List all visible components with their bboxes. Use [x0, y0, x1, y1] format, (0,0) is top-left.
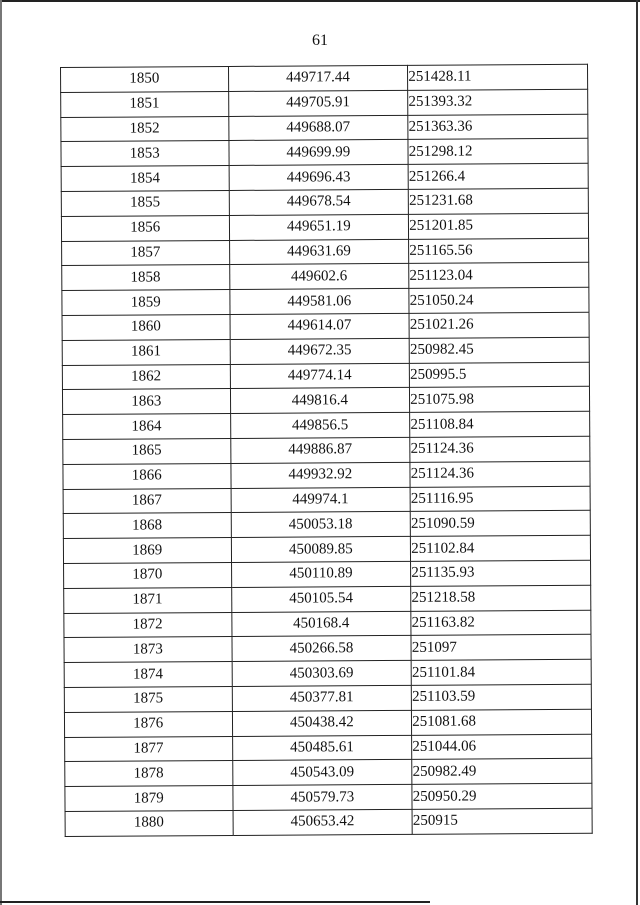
point-number-cell: 1876 — [64, 711, 232, 737]
x-coordinate-cell: 449974.1 — [231, 487, 411, 513]
table-row — [62, 263, 589, 291]
y-coordinate-cell: 251021.26 — [409, 312, 589, 338]
x-coordinate-cell: 450543.09 — [232, 760, 412, 786]
table-row — [63, 535, 590, 563]
point-number-cell: 1862 — [62, 364, 230, 390]
table-row — [61, 188, 588, 216]
table-row — [61, 89, 588, 117]
table-row — [64, 560, 591, 588]
point-number-cell: 1869 — [63, 538, 231, 564]
point-number-cell: 1857 — [62, 240, 230, 266]
y-coordinate-cell: 251428.11 — [408, 64, 588, 90]
x-coordinate-cell: 450377.81 — [232, 685, 412, 711]
point-number-cell: 1868 — [63, 513, 231, 539]
y-coordinate-cell: 251266.4 — [408, 163, 588, 189]
x-coordinate-cell: 450110.89 — [231, 561, 411, 587]
page-right-edge — [636, 0, 638, 905]
table-row — [63, 486, 590, 514]
x-coordinate-cell: 449631.69 — [229, 239, 409, 265]
y-coordinate-cell: 250982.49 — [412, 759, 592, 785]
table-row — [62, 337, 589, 365]
y-coordinate-cell: 251363.36 — [408, 114, 588, 140]
point-number-cell: 1880 — [65, 810, 233, 836]
point-number-cell: 1863 — [62, 389, 230, 415]
x-coordinate-cell: 449932.92 — [230, 462, 410, 488]
y-coordinate-cell: 251298.12 — [408, 139, 588, 165]
x-coordinate-cell: 449705.91 — [228, 90, 408, 116]
y-coordinate-cell: 251090.59 — [410, 511, 590, 537]
point-number-cell: 1856 — [61, 215, 229, 241]
point-number-cell: 1850 — [61, 66, 229, 92]
table-row — [65, 783, 592, 811]
table-row — [63, 511, 590, 539]
point-number-cell: 1872 — [64, 612, 232, 638]
table-row — [64, 684, 591, 712]
x-coordinate-cell: 450579.73 — [232, 784, 412, 810]
y-coordinate-cell: 251123.04 — [409, 263, 589, 289]
point-number-cell: 1855 — [61, 190, 229, 216]
table-row — [65, 759, 592, 787]
x-coordinate-cell: 449816.4 — [230, 388, 410, 414]
x-coordinate-cell: 449581.06 — [229, 289, 409, 315]
point-number-cell: 1877 — [65, 736, 233, 762]
x-coordinate-cell: 450653.42 — [233, 809, 413, 835]
point-number-cell: 1851 — [61, 91, 229, 117]
coordinates-table — [60, 64, 593, 837]
table-row — [64, 709, 591, 737]
point-number-cell: 1865 — [63, 438, 231, 464]
page-top-edge — [0, 0, 640, 2]
table-row — [64, 659, 591, 687]
y-coordinate-cell: 251124.36 — [410, 461, 590, 487]
table-row — [61, 64, 588, 92]
table-row — [64, 585, 591, 613]
y-coordinate-cell: 250995.5 — [410, 362, 590, 388]
y-coordinate-cell: 251050.24 — [409, 287, 589, 313]
table-row — [62, 362, 589, 390]
point-number-cell: 1867 — [63, 488, 231, 514]
page-bottom-edge — [0, 901, 430, 903]
table-row — [64, 610, 591, 638]
point-number-cell: 1879 — [65, 786, 233, 812]
y-coordinate-cell: 251108.84 — [410, 411, 590, 437]
y-coordinate-cell: 251163.82 — [411, 610, 591, 636]
x-coordinate-cell: 449774.14 — [230, 363, 410, 389]
point-number-cell: 1870 — [64, 562, 232, 588]
point-number-cell: 1873 — [64, 637, 232, 663]
y-coordinate-cell: 251393.32 — [408, 89, 588, 115]
x-coordinate-cell: 450438.42 — [232, 710, 412, 736]
point-number-cell: 1853 — [61, 141, 229, 167]
x-coordinate-cell: 450485.61 — [232, 735, 412, 761]
x-coordinate-cell: 450089.85 — [231, 537, 411, 563]
y-coordinate-cell: 251081.68 — [412, 709, 592, 735]
x-coordinate-cell: 449856.5 — [230, 413, 410, 439]
table-row — [61, 139, 588, 167]
page-number: 61 — [312, 32, 328, 49]
x-coordinate-cell: 449602.6 — [229, 264, 409, 290]
y-coordinate-cell: 251116.95 — [410, 486, 590, 512]
table-row — [62, 387, 589, 415]
x-coordinate-cell: 449651.19 — [229, 214, 409, 240]
table-row — [63, 461, 590, 489]
x-coordinate-cell: 449696.43 — [229, 165, 409, 191]
point-number-cell: 1852 — [61, 116, 229, 142]
point-number-cell: 1875 — [64, 686, 232, 712]
point-number-cell: 1858 — [62, 265, 230, 291]
y-coordinate-cell: 251097 — [411, 635, 591, 661]
y-coordinate-cell: 250950.29 — [412, 783, 592, 809]
coordinates-table-body — [61, 64, 593, 836]
y-coordinate-cell: 251165.56 — [409, 238, 589, 264]
table-row — [65, 734, 592, 762]
table-row — [65, 808, 592, 836]
x-coordinate-cell: 449699.99 — [228, 140, 408, 166]
point-number-cell: 1860 — [62, 314, 230, 340]
y-coordinate-cell: 251135.93 — [411, 560, 591, 586]
y-coordinate-cell: 251231.68 — [408, 188, 588, 214]
y-coordinate-cell: 251102.84 — [411, 535, 591, 561]
y-coordinate-cell: 251218.58 — [411, 585, 591, 611]
point-number-cell: 1859 — [62, 290, 230, 316]
table-row — [61, 213, 588, 241]
x-coordinate-cell: 449614.07 — [230, 313, 410, 339]
y-coordinate-cell: 251124.36 — [410, 436, 590, 462]
table-row — [62, 312, 589, 340]
x-coordinate-cell: 449672.35 — [230, 338, 410, 364]
y-coordinate-cell: 251075.98 — [410, 387, 590, 413]
point-number-cell: 1866 — [63, 463, 231, 489]
point-number-cell: 1871 — [64, 587, 232, 613]
table-row — [62, 287, 589, 315]
x-coordinate-cell: 449678.54 — [229, 189, 409, 215]
y-coordinate-cell: 251201.85 — [409, 213, 589, 239]
table-row — [64, 635, 591, 663]
table-row — [61, 163, 588, 191]
table-row — [63, 411, 590, 439]
table-row — [63, 436, 590, 464]
x-coordinate-cell: 449688.07 — [228, 115, 408, 141]
y-coordinate-cell: 250982.45 — [409, 337, 589, 363]
x-coordinate-cell: 450303.69 — [232, 660, 412, 686]
x-coordinate-cell: 450266.58 — [231, 636, 411, 662]
y-coordinate-cell: 251103.59 — [412, 684, 592, 710]
y-coordinate-cell: 251101.84 — [411, 659, 591, 685]
x-coordinate-cell: 450053.18 — [231, 512, 411, 538]
x-coordinate-cell: 450168.4 — [231, 611, 411, 637]
x-coordinate-cell: 450105.54 — [231, 586, 411, 612]
y-coordinate-cell: 251044.06 — [412, 734, 592, 760]
point-number-cell: 1878 — [65, 761, 233, 787]
table-row — [61, 114, 588, 142]
point-number-cell: 1854 — [61, 166, 229, 192]
table-row — [62, 238, 589, 266]
page-left-edge — [0, 0, 2, 905]
point-number-cell: 1861 — [62, 339, 230, 365]
point-number-cell: 1864 — [63, 414, 231, 440]
point-number-cell: 1874 — [64, 662, 232, 688]
x-coordinate-cell: 449886.87 — [230, 437, 410, 463]
y-coordinate-cell: 250915 — [412, 808, 592, 834]
x-coordinate-cell: 449717.44 — [228, 65, 408, 91]
